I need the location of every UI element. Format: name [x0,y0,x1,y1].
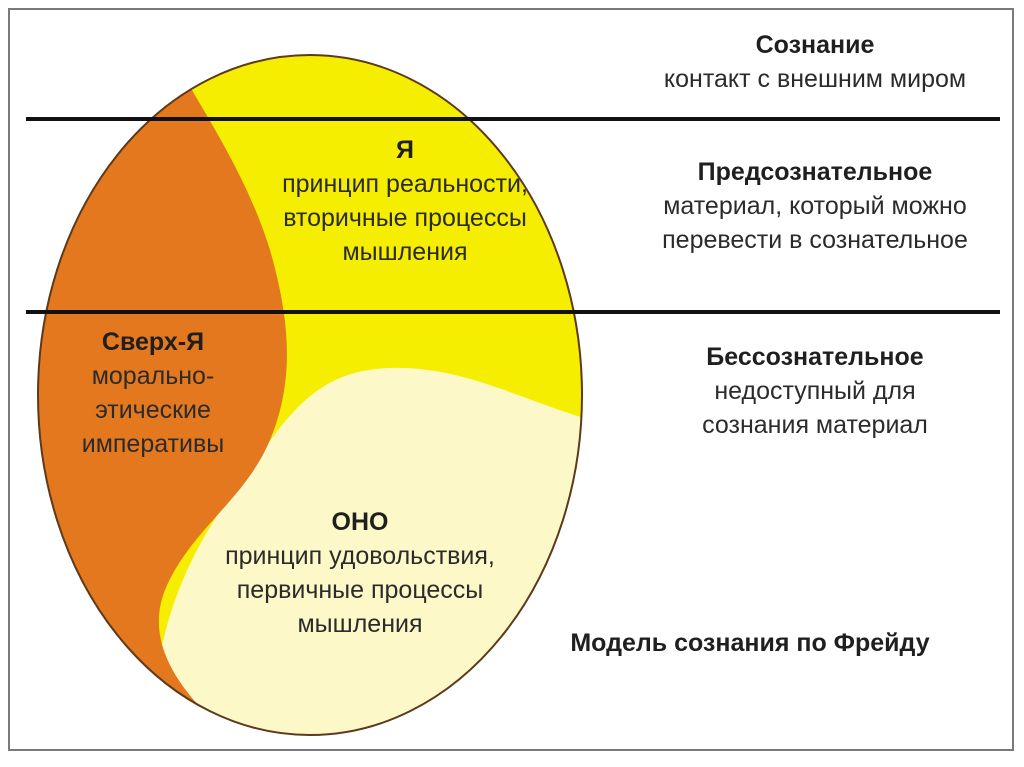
ego-line-3: мышления [342,238,468,266]
conscious-level-label [640,28,990,96]
superego-line-2: этические [95,396,211,424]
ego-label [250,133,560,269]
id-title: ОНО [331,508,389,536]
unconscious-level-label [630,340,1000,442]
conscious-desc: контакт с внешним миром [663,65,967,93]
id-line-1: принцип удовольствия, [225,542,495,570]
preconscious-desc-line-2: перевести в сознательное [662,226,968,254]
preconscious-level-label [630,155,1000,257]
superego-label [48,325,258,461]
superego-line-3: императивы [81,430,225,458]
preconscious-title: Предсознательное [697,158,933,186]
diagram-caption: Модель сознания по Фрейду [570,629,930,657]
id-line-2: первичные процессы [236,576,484,604]
unconscious-desc-line-2: сознания материал [702,411,928,439]
id-label [200,505,520,641]
preconscious-desc-line-1: материал, который можно [663,192,967,220]
ego-title: Я [396,136,414,164]
id-line-3: мышления [297,610,423,638]
conscious-title: Сознание [755,31,875,59]
unconscious-desc-line-1: недоступный для [714,377,916,405]
ego-line-2: вторичные процессы [283,204,527,232]
unconscious-title: Бессознательное [706,343,924,371]
ego-line-1: принцип реальности, [282,170,528,198]
superego-line-1: морально- [91,362,215,390]
superego-title: Сверх-Я [101,328,205,356]
